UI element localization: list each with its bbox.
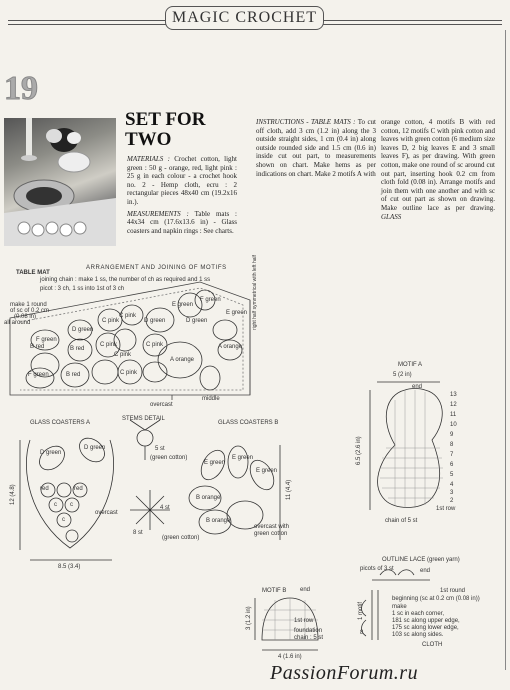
row-number: 2	[450, 498, 454, 504]
row-number: 3	[450, 490, 454, 496]
motif-label: A orange	[170, 357, 195, 363]
motif-label: C pink	[114, 352, 132, 358]
motif-label: F green	[200, 297, 221, 303]
coasters-a-height: 12 (4.8)	[10, 484, 16, 505]
motif-label: A orange	[218, 344, 243, 350]
beginning-label: beginning (sc at 0.2 cm (0.08 in))	[392, 596, 480, 602]
motif-label: C pink	[100, 342, 118, 348]
motif-b-width: 4 (1.6 in)	[278, 654, 302, 660]
lower-edge-label: 175 sc along lower edge,	[392, 625, 459, 631]
middle-label: middle	[202, 396, 220, 402]
motif-label: F green	[36, 337, 57, 343]
overcast-label: overcast	[150, 402, 173, 408]
motif-label: B red	[70, 346, 85, 352]
inch-label: (0.08 in)	[14, 314, 37, 320]
coaster-label: c	[62, 517, 65, 523]
coaster-label: c	[54, 502, 57, 508]
stems-5st: 5 st	[155, 446, 165, 452]
coasters-b-height: 11 (4.4)	[286, 479, 292, 500]
instructions-text-2: orange cotton, 4 motifs B with red cotton, 12 motifs C with pink cotton and leaves with green cotton (6 medium size leaves D, 2 big leaves E and 3 small leaves F), as per drawing. With green cotton, make one round of sc around cut out part, inserting hook 0.2 cm from cloth fold (0.08 in). Arrange motifs and join them with one another and with sc of cut out part as shown on drawing. Make outline lace as per drawing.	[381, 118, 495, 212]
coasters-a-width: 8.5 (3.4)	[58, 564, 81, 570]
row-number: 9	[450, 432, 454, 438]
pattern-title-line2: TWO	[125, 129, 172, 150]
motif-label: D green	[186, 318, 208, 324]
cloth-label: CLOTH	[422, 642, 443, 648]
coaster-label: D green	[40, 450, 62, 456]
coaster-b-label: E green	[204, 460, 226, 466]
instructions-next-word: GLASS	[381, 212, 402, 221]
motif-label: E green	[172, 302, 194, 308]
row-number: 4	[450, 482, 454, 488]
materials-text: Crochet cotton, light green : 50 g - orange, red, light pink : 25 g in each colour - a crochet hook no. 2 - Hemp cloth, ecru : 2 rectangular pieces 48x40 cm (19.2x16 in.).	[127, 155, 237, 206]
motif-label: C pink	[119, 313, 137, 319]
instructions-text: To cut off cloth, add 3 cm (1.2 in) along the 3 outside straight sides, 1 cm (0.4 in) along outside rounded side and 1.5 cm (0.6 in) inside cut out part, to measurements shown on chart. Make hems as per indications on chart. Make 2 motifs A with	[256, 118, 376, 178]
motif-a-first-row: 1st row	[436, 506, 456, 512]
coasters-b-overcast: overcast with green cotton	[254, 524, 290, 537]
pattern-title-line1: SET FOR	[125, 109, 206, 130]
motif-label: B red	[66, 372, 81, 378]
sc-corner-label: 1 sc in each corner,	[392, 611, 445, 617]
row-number: 7	[450, 452, 454, 458]
upper-edge-label: 181 sc along upper edge,	[392, 618, 460, 624]
motif-a-end: end	[412, 384, 423, 390]
outline-lace-title: OUTLINE LACE (green yarn)	[382, 557, 460, 563]
coaster-b-label: B orange	[196, 495, 221, 501]
instructions-label: INSTRUCTIONS - TABLE MATS :	[256, 118, 356, 126]
coaster-b-label: B orange	[206, 518, 231, 524]
motif-b-end: end	[300, 587, 311, 593]
motif-label: E green	[226, 310, 248, 316]
make-label: make	[392, 604, 407, 610]
row-number: 13	[450, 392, 457, 398]
motif-a-height: 6.5 (2.6 in)	[356, 436, 362, 465]
materials-label: MATERIALS :	[127, 155, 170, 163]
table-mat-title: TABLE MAT	[16, 270, 50, 276]
row-number: 10	[450, 422, 457, 428]
of-sc-label: of sc of 0.2 cm	[10, 308, 50, 314]
coaster-label: red	[40, 486, 49, 492]
sides-label: 103 sc along sides.	[392, 632, 444, 638]
motif-b-first-row: 1st row	[294, 618, 314, 624]
row-number: 6	[450, 462, 454, 468]
coasters-a-title: GLASS COASTERS A	[30, 420, 91, 426]
motif-label: C pink	[102, 318, 120, 324]
first-round-label: 1st round	[440, 588, 466, 594]
motif-b-title: MOTIF B	[262, 588, 287, 594]
motif-a-width: 5 (2 in)	[393, 372, 412, 378]
stems-8st: 8 st	[133, 530, 143, 536]
all-around-label: all around	[4, 320, 31, 326]
coasters-b-title: GLASS COASTERS B	[218, 420, 279, 426]
stems-title: STEMS DETAIL	[122, 416, 165, 422]
legend-joining: joining chain : make 1 ss, the number of ch as required and 1 ss	[40, 277, 211, 283]
coaster-b-label: E green	[256, 468, 278, 474]
eight-label: 8	[360, 630, 364, 636]
motif-a-title: MOTIF A	[398, 362, 422, 368]
row-number: 8	[450, 442, 454, 448]
motif-label: C pink	[120, 370, 138, 376]
picots-label: picots of 3 st	[360, 566, 394, 572]
motif-label: C pink	[146, 342, 164, 348]
pattern-number: 19	[4, 70, 38, 107]
motif-label: D green	[144, 318, 166, 324]
motif-a-chain: chain of 5 st	[385, 518, 418, 524]
motif-label: F green	[28, 372, 49, 378]
row-number: 5	[450, 472, 454, 478]
arrangement-heading: ARRANGEMENT AND JOINING OF MOTIFS	[86, 265, 227, 271]
motif-b-foundation: foundation chain : 5 st	[294, 628, 324, 641]
right-half-note: right half symmetrical with left half	[252, 254, 258, 330]
row-number: 11	[450, 412, 457, 418]
row-number: 12	[450, 402, 457, 408]
coaster-label: red	[74, 486, 83, 492]
measurements-text: Table mats : 44x34 cm (17.6x13.6 in) - Glass coasters and napkin rings : See charts.	[127, 209, 237, 235]
stems-4st: 4 st	[160, 505, 170, 511]
coaster-b-label: E green	[232, 455, 254, 461]
motif-b-height: 3 (1.2 in)	[246, 606, 252, 630]
motif-label: D green	[72, 327, 94, 333]
magazine-title: MAGIC CROCHET	[165, 6, 324, 30]
one-motif-label: 1 motif	[358, 601, 364, 620]
watermark: PassionForum.ru	[270, 662, 419, 684]
coaster-label: c	[70, 502, 73, 508]
stems-green-cotton-2: (green cotton)	[162, 535, 200, 541]
legend-picot: picot : 3 ch, 1 ss into 1st of 3 ch	[40, 286, 125, 292]
measurements-label: MEASUREMENTS :	[127, 209, 189, 218]
make-round-label: make 1 round	[10, 302, 47, 308]
motif-label: B red	[30, 344, 45, 350]
coaster-label: D green	[84, 445, 106, 451]
outline-end-label: end	[420, 568, 431, 574]
stems-green-cotton: (green cotton)	[150, 455, 188, 461]
coasters-a-overcast: overcast	[95, 510, 118, 516]
